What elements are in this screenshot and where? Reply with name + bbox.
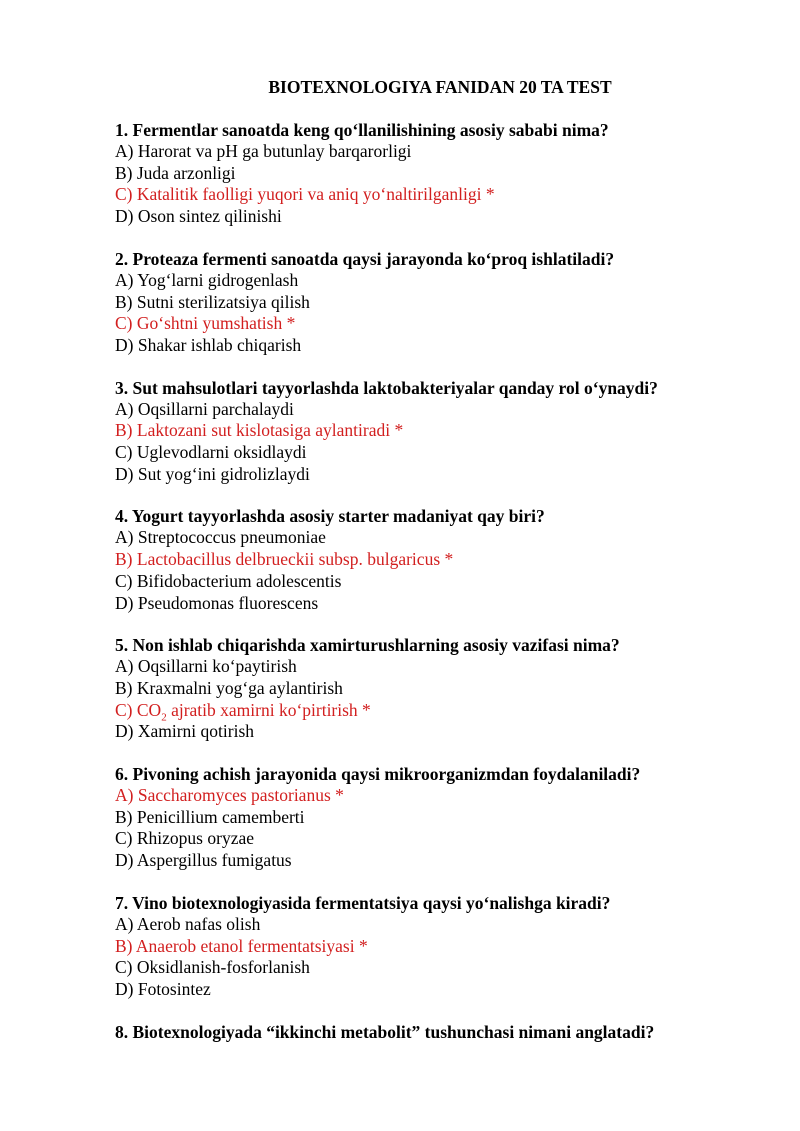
answer-option: D) Oson sintez qilinishi bbox=[115, 206, 282, 227]
question-text: 5. Non ishlab chiqarishda xamirturushlarning asosiy vazifasi nima? bbox=[115, 635, 620, 656]
question-text: 6. Pivoning achish jarayonida qaysi mikroorganizmdan foydalaniladi? bbox=[115, 764, 641, 785]
question-2 bbox=[115, 248, 755, 357]
answer-option: D) Xamirni qotirish bbox=[115, 721, 255, 742]
answer-option: C) Oksidlanish-fosforlanish bbox=[115, 957, 310, 978]
question-text: 8. Biotexnologiyada “ikkinchi metabolit” tushunchasi nimani anglatadi? bbox=[115, 1021, 655, 1042]
answer-option: B) Lactobacillus delbrueckii subsp. bulgaricus * bbox=[115, 549, 454, 570]
question-7 bbox=[115, 892, 755, 1001]
answer-option: C) Go‘shtni yumshatish * bbox=[115, 313, 296, 334]
question-6 bbox=[115, 763, 755, 872]
question-3 bbox=[115, 377, 755, 486]
question-text: 1. Fermentlar sanoatda keng qo‘llanilishining asosiy sababi nima? bbox=[115, 120, 609, 140]
answer-option: D) Sut yog‘ini gidrolizlaydi bbox=[115, 463, 310, 484]
question-text: 2. Proteaza fermenti sanoatda qaysi jarayonda ko‘proq ishlatiladi? bbox=[115, 248, 615, 269]
answer-option: D) Fotosintez bbox=[115, 978, 211, 999]
question-4 bbox=[115, 505, 755, 614]
answer-option: D) Shakar ishlab chiqarish bbox=[115, 334, 302, 355]
answer-option: A) Harorat va pH ga butunlay barqarorligi bbox=[115, 141, 412, 161]
answer-option: C) Rhizopus oryzae bbox=[115, 828, 254, 849]
answer-option: A) Oqsillarni ko‘paytirish bbox=[115, 656, 297, 677]
answer-option: D) Aspergillus fumigatus bbox=[115, 850, 292, 871]
answer-option: C) Uglevodlarni oksidlaydi bbox=[115, 442, 307, 463]
question-5 bbox=[115, 634, 755, 743]
question-text: 4. Yogurt tayyorlashda asosiy starter madaniyat qay biri? bbox=[115, 506, 545, 527]
document-page bbox=[115, 76, 755, 1063]
answer-option: B) Juda arzonligi bbox=[115, 162, 236, 183]
answer-option: B) Kraxmalni yog‘ga aylantirish bbox=[115, 677, 343, 698]
answer-option: C) Bifidobacterium adolescentis bbox=[115, 570, 342, 591]
answer-option: A) Aerob nafas olish bbox=[115, 913, 261, 934]
answer-option: B) Penicillium camemberti bbox=[115, 806, 305, 827]
answer-option: B) Laktozani sut kislotasiga aylantiradi * bbox=[115, 420, 404, 441]
answer-option: D) Pseudomonas fluorescens bbox=[115, 592, 319, 613]
answer-option: C) Katalitik faolligi yuqori va aniq yo‘naltirilganligi * bbox=[115, 184, 495, 205]
answer-option: A) Yog‘larni gidrogenlash bbox=[115, 269, 299, 290]
question-text: 7. Vino biotexnologiyasida fermentatsiya qaysi yo‘nalishga kiradi? bbox=[115, 892, 611, 913]
answer-option: A) Streptococcus pneumoniae bbox=[115, 527, 326, 548]
answer-option: B) Sutni sterilizatsiya qilish bbox=[115, 291, 310, 312]
question-8 bbox=[115, 1021, 755, 1043]
answer-option: C) $CO_2$ ajratib xamirni ko‘pirtirish * bbox=[115, 699, 371, 724]
answer-option: A) Oqsillarni parchalaydi bbox=[115, 398, 294, 419]
answer-option: B) Anaerob etanol fermentatsiyasi * bbox=[115, 935, 368, 956]
question-text: 3. Sut mahsulotlari tayyorlashda laktobakteriyalar qanday rol o‘ynaydi? bbox=[115, 377, 658, 398]
answer-option: A) Saccharomyces pastorianus * bbox=[115, 785, 344, 806]
document-title: BIOTEXNOLOGIYA FANIDAN 20 TA TEST bbox=[268, 77, 612, 97]
question-1 bbox=[115, 119, 755, 228]
